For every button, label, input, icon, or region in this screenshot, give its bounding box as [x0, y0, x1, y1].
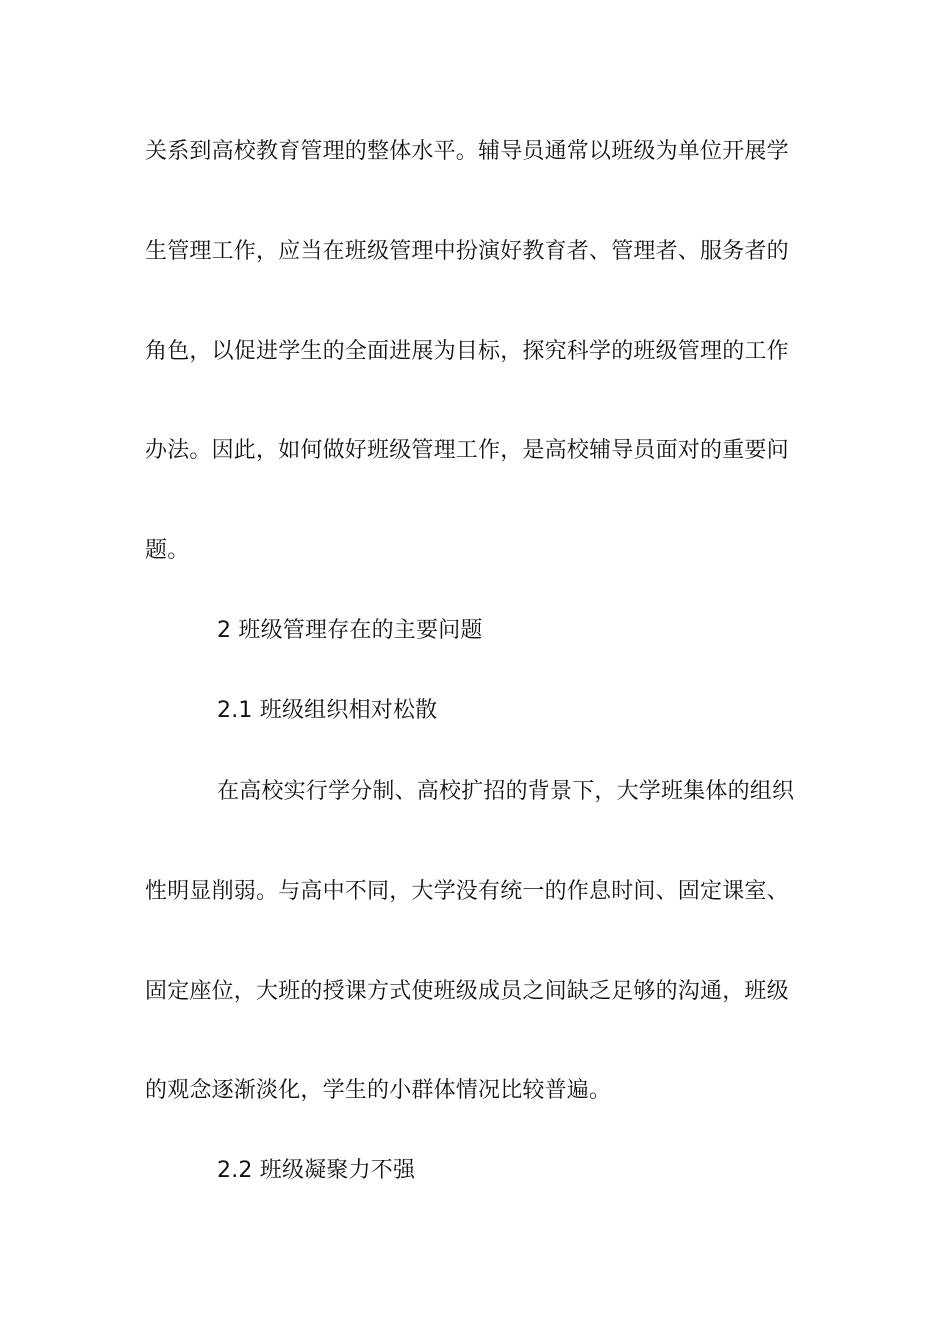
paragraph-line-3: 角色，以促进学生的全面进展为目标，探究科学的班级管理的工作 — [145, 339, 789, 364]
section-heading-2-1: 2.1 班级组织相对松散 — [217, 698, 438, 723]
paragraph-line-5: 题。 — [145, 538, 190, 563]
paragraph-2-1-line-4: 的观念逐渐淡化，学生的小群体情况比较普遍。 — [145, 1078, 612, 1103]
section-heading-2: 2 班级管理存在的主要问题 — [217, 618, 483, 643]
paragraph-line-4: 办法。因此，如何做好班级管理工作，是高校辅导员面对的重要问 — [145, 438, 789, 463]
paragraph-line-2: 生管理工作，应当在班级管理中扮演好教育者、管理者、服务者的 — [145, 239, 789, 264]
paragraph-2-1-line-1: 在高校实行学分制、高校扩招的背景下，大学班集体的组织 — [217, 779, 795, 804]
paragraph-2-1-line-3: 固定座位，大班的授课方式使班级成员之间缺乏足够的沟通，班级 — [145, 979, 789, 1004]
section-heading-2-2: 2.2 班级凝聚力不强 — [217, 1158, 416, 1183]
paragraph-line-1: 关系到高校教育管理的整体水平。辅导员通常以班级为单位开展学 — [145, 139, 789, 164]
paragraph-2-1-line-2: 性明显削弱。与高中不同，大学没有统一的作息时间、固定课室、 — [145, 879, 789, 904]
